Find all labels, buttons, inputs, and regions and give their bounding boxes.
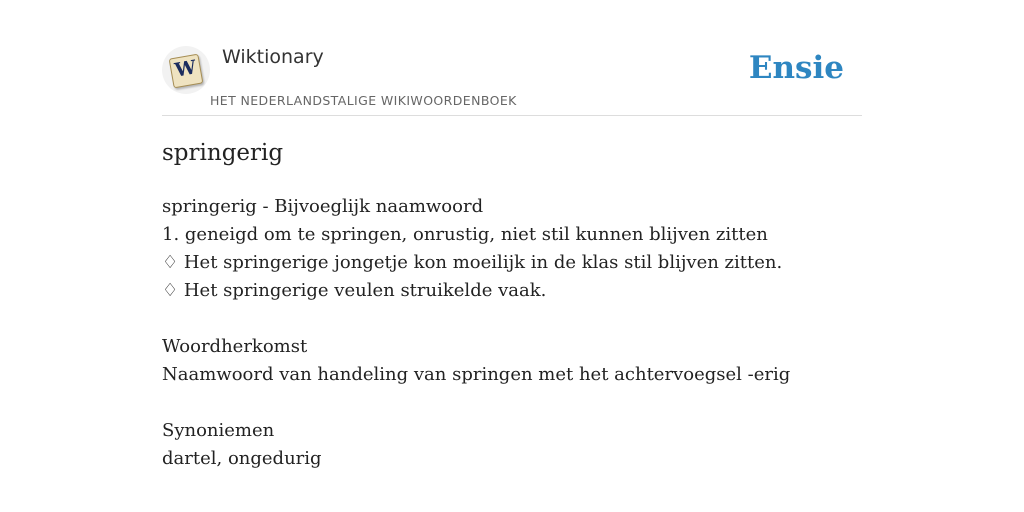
site-subtitle: HET NEDERLANDSTALIGE WIKIWOORDENBOEK bbox=[210, 93, 517, 108]
entry-title: springerig bbox=[162, 140, 284, 166]
example-line: ♢ Het springerige jongetje kon moeilijk in de klas stil blijven zitten. bbox=[162, 252, 783, 273]
entry-content bbox=[162, 193, 862, 473]
spacer bbox=[162, 389, 862, 417]
example-line: ♢ Het springerige veulen struikelde vaak. bbox=[162, 280, 547, 301]
synonyms-text: dartel, ongedurig bbox=[162, 448, 322, 469]
wiktionary-logo-icon[interactable] bbox=[162, 46, 210, 94]
site-header bbox=[162, 40, 862, 116]
brand-logo[interactable]: Ensie bbox=[748, 50, 844, 86]
logo-letter: W bbox=[173, 56, 199, 82]
logo-tile bbox=[169, 54, 204, 89]
synonyms-heading: Synoniemen bbox=[162, 420, 275, 441]
site-name[interactable]: Wiktionary bbox=[222, 46, 324, 68]
etymology-heading: Woordherkomst bbox=[162, 336, 308, 357]
definition-line: 1. geneigd om te springen, onrustig, niet stil kunnen blijven zitten bbox=[162, 224, 768, 245]
spacer bbox=[162, 305, 862, 333]
part-of-speech-line: springerig - Bijvoeglijk naamwoord bbox=[162, 196, 484, 217]
etymology-text: Naamwoord van handeling van springen met het achtervoegsel -erig bbox=[162, 364, 791, 385]
